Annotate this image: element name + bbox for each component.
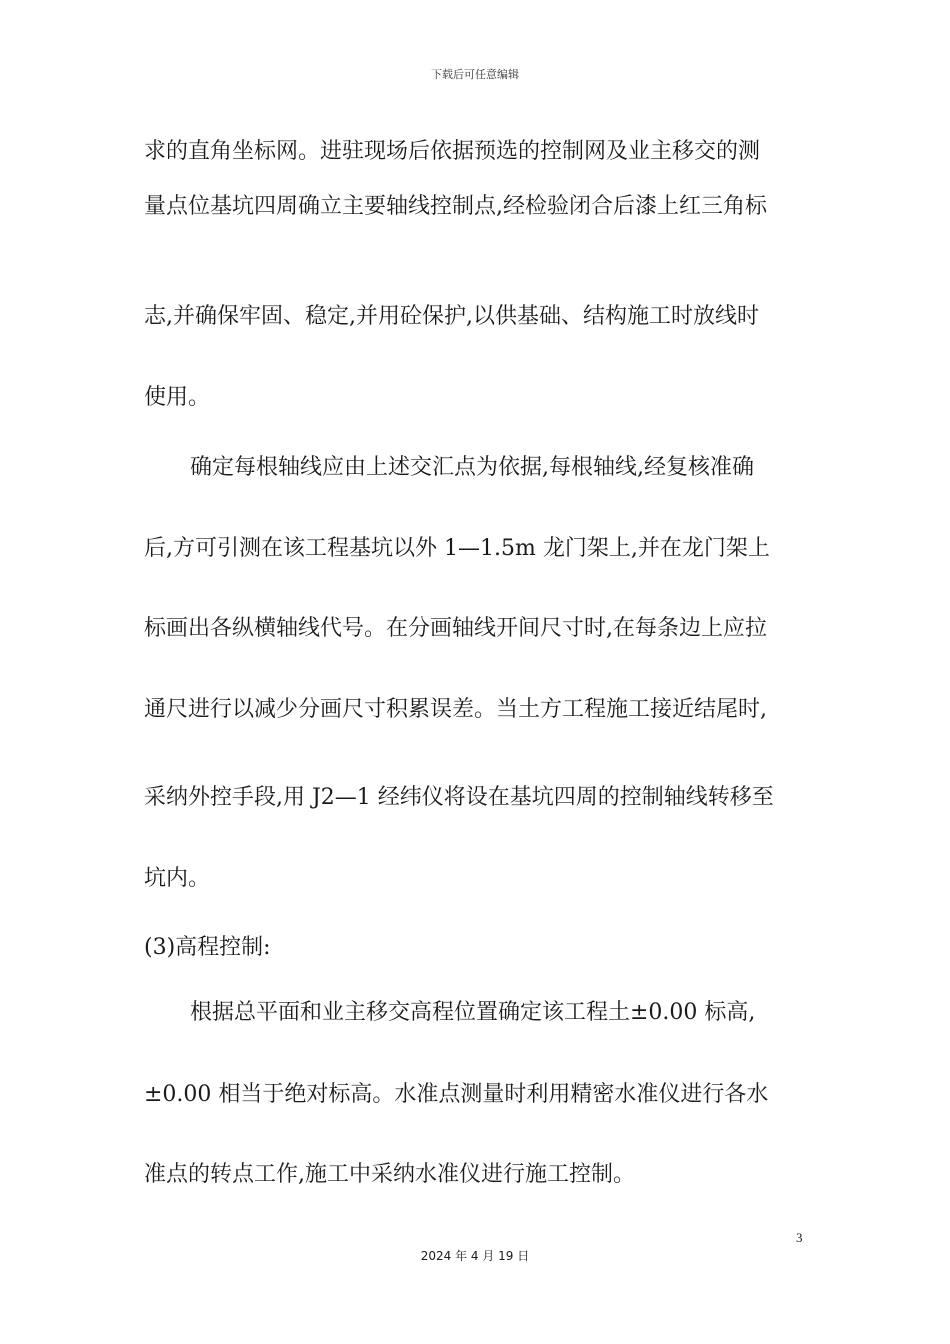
paragraph-line: 求的直角坐标网。进驻现场后依据预选的控制网及业主移交的测 <box>144 139 761 164</box>
paragraph-line: 准点的转点工作,施工中采纳水准仪进行施工控制。 <box>144 1162 635 1187</box>
page-number: 3 <box>796 1230 803 1245</box>
footer-date: 2024 年 4 月 19 日 <box>420 1249 530 1263</box>
paragraph-line: 根据总平面和业主移交高程位置确定该工程土±0.00 标高, <box>190 1000 756 1025</box>
paragraph-line: 标画出各纵横轴线代号。在分画轴线开间尺寸时,在每条边上应拉 <box>144 616 767 641</box>
paragraph-line: 后,方可引测在该工程基坑以外 1—1.5m 龙门架上,并在龙门架上 <box>144 536 770 561</box>
section-heading: (3)高程控制: <box>144 935 271 960</box>
paragraph-line: 通尺进行以减少分画尺寸积累误差。当土方工程施工接近结尾时, <box>144 697 767 722</box>
page-header: 下载后可任意编辑 <box>431 68 519 81</box>
paragraph-line: ±0.00 相当于绝对标高。水准点测量时利用精密水准仪进行各水 <box>144 1082 769 1107</box>
paragraph-line: 确定每根轴线应由上述交汇点为依据,每根轴线,经复核准确 <box>190 455 754 480</box>
paragraph-line: 志,并确保牢固、稳定,并用砼保护,以供基础、结构施工时放线时 <box>144 304 759 329</box>
paragraph-line: 采纳外控手段,用 J2—1 经纬仪将设在基坑四周的控制轴线转移至 <box>144 785 774 810</box>
paragraph-line: 量点位基坑四周确立主要轴线控制点,经检验闭合后漆上红三角标 <box>144 194 767 219</box>
paragraph-line: 坑内。 <box>144 866 211 891</box>
paragraph-line: 使用。 <box>144 385 211 410</box>
